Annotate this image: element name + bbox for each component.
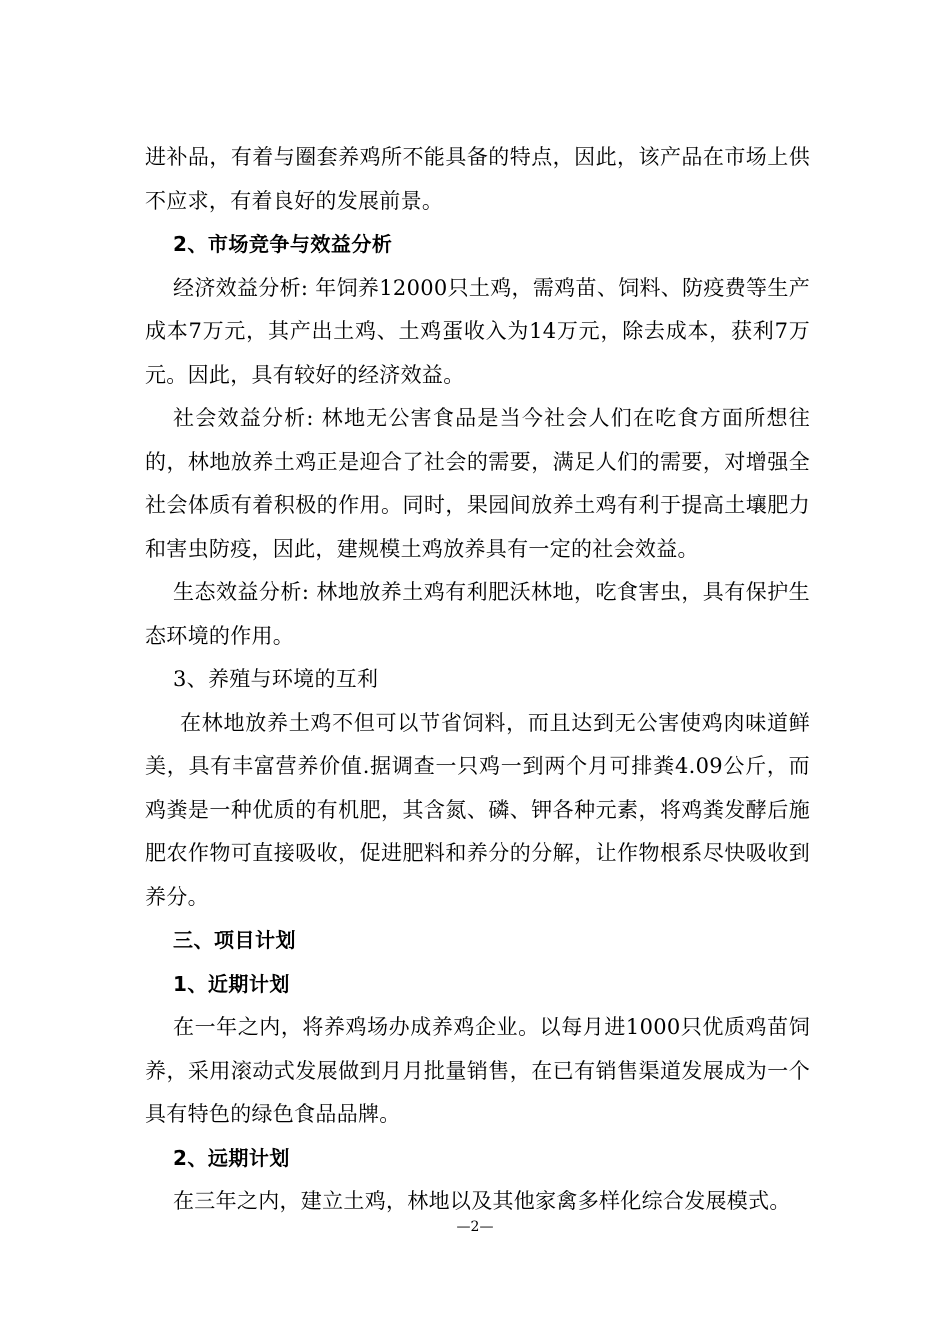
heading-long-term-plan: 2、远期计划	[173, 1145, 290, 1170]
page-number: —2—	[456, 1219, 494, 1235]
paragraph-ecological-benefit: 生态效益分析: 林地放养土鸡有利肥沃林地，吃食害虫，具有保护生态环境的作用。	[145, 580, 810, 648]
paragraph-mutual-benefit: 在林地放养土鸡不但可以节省饲料，而且达到无公害使鸡肉味道鲜美，具有丰富营养价值.据调查一只鸡一到两个月可排粪4.09公斤，而鸡粪是一种优质的有机肥，其含氮、磷、钾各种元素，将鸡粪发酵后施肥农作物可直接吸收，促进肥料和养分的分解，让作物根系尽快吸收到养分。	[145, 710, 810, 909]
heading-mutual-benefit: 3、养殖与环境的互利	[173, 667, 379, 691]
paragraph-economic-benefit: 经济效益分析: 年饲养12000只土鸡，需鸡苗、饲料、防疫费等生产成本7万元，其产出土鸡、土鸡蛋收入为14万元，除去成本，获利7万元。因此，具有较好的经济效益。	[145, 275, 810, 387]
heading-near-term-plan: 1、近期计划	[173, 971, 290, 996]
heading-market-analysis: 2、市场竞争与效益分析	[173, 232, 393, 256]
document-body	[145, 136, 810, 1224]
paragraph-near-term-plan: 在一年之内，将养鸡场办成养鸡企业。以每月进1000只优质鸡苗饲养，采用滚动式发展做到月月批量销售，在已有销售渠道发展成为一个具有特色的绿色食品品牌。	[145, 1015, 810, 1126]
paragraph-intro: 进补品，有着与圈套养鸡所不能具备的特点，因此，该产品在市场上供不应求，有着良好的发展前景。	[145, 145, 810, 213]
heading-project-plan: 三、项目计划	[173, 928, 296, 952]
paragraph-social-benefit: 社会效益分析: 林地无公害食品是当今社会人们在吃食方面所想往的，林地放养土鸡正是迎合了社会的需要，满足人们的需要，对增强全社会体质有着积极的作用。同时，果园间放养土鸡有利于提高土壤肥力和害虫防疫，因此，建规模土鸡放养具有一定的社会效益。	[145, 406, 810, 561]
paragraph-long-term-plan: 在三年之内，建立土鸡，林地以及其他家禽多样化综合发展模式。	[173, 1189, 791, 1213]
